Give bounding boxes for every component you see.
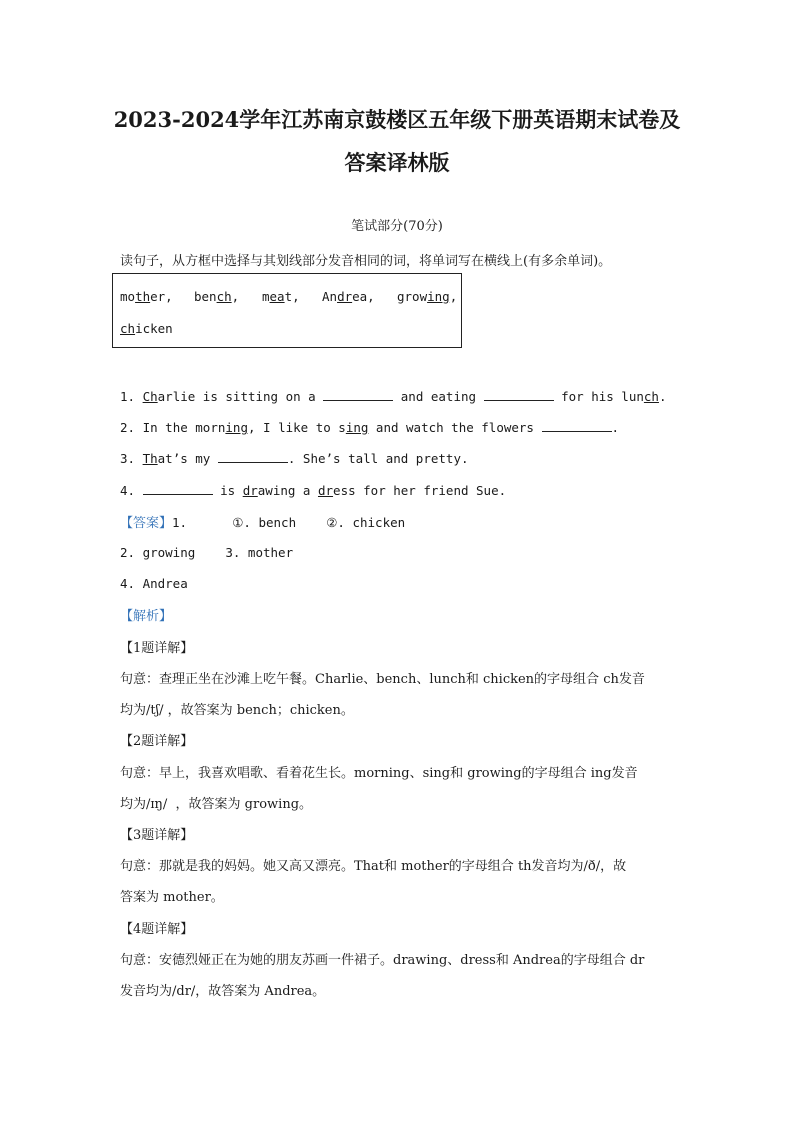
question-3: 3. That’s my . She’s tall and pretty. xyxy=(120,451,469,466)
answer-row-1 xyxy=(120,512,405,531)
detail-1-line-2: 均为/tʃ/ ，故答案为 bench；chicken。 xyxy=(120,703,354,718)
word-andrea: Andrea, xyxy=(322,289,375,304)
document-title-line2: 答案译林版 xyxy=(344,150,450,175)
instruction-text: 读句子，从方框中选择与其划线部分发音相同的词，将单词写在横线上(有多余单词)。 xyxy=(120,254,612,269)
detail-4-heading: 【4题详解】 xyxy=(120,922,194,937)
document-title-line1: 2023-2024学年江苏南京鼓楼区五年级下册英语期末试卷及 xyxy=(113,107,681,132)
detail-3-heading: 【3题详解】 xyxy=(120,828,194,843)
word-chicken: chicken xyxy=(120,321,173,336)
question-2: 2. In the morning, I like to sing and watch the flowers . xyxy=(120,420,620,435)
word-meat: meat, xyxy=(262,289,300,304)
word-box xyxy=(112,273,462,348)
detail-3-line-1: 句意：那就是我的妈妈。她又高又漂亮。That和 mother的字母组合 th发音均为/ð/，故 xyxy=(120,859,627,874)
answer-blank[interactable] xyxy=(484,390,554,401)
detail-3-line-2: 答案为 mother。 xyxy=(120,890,224,905)
answer-line-2: 2. growing 3. mother xyxy=(120,545,294,560)
answer-blank[interactable] xyxy=(542,421,612,432)
question-4: 4. is drawing a dress for her friend Sue. xyxy=(120,483,507,498)
answer-blank[interactable] xyxy=(323,390,393,401)
question-1: 1. Charlie is sitting on a and eating for his lunch. xyxy=(120,389,667,404)
analysis-label: 【解析】 xyxy=(120,609,173,624)
word-bench: bench, xyxy=(194,289,240,304)
section-header: 笔试部分(70分) xyxy=(351,219,443,234)
answer-label: 【答案】 xyxy=(120,516,173,531)
answer-line-3: 4. Andrea xyxy=(120,576,188,591)
answer-line-1: 1. ①. bench ②. chicken xyxy=(172,515,406,530)
answer-blank[interactable] xyxy=(218,452,288,463)
answer-blank[interactable] xyxy=(143,484,213,495)
detail-1-heading: 【1题详解】 xyxy=(120,641,194,656)
detail-4-line-2: 发音均为/dr/，故答案为 Andrea。 xyxy=(120,984,326,999)
detail-2-heading: 【2题详解】 xyxy=(120,734,194,749)
detail-4-line-1: 句意：安德烈娅正在为她的朋友苏画一件裙子。drawing、dress和 Andrea的字母组合 dr xyxy=(120,953,645,968)
word-mother: mother, xyxy=(120,289,173,304)
detail-1-line-1: 句意：查理正坐在沙滩上吃午餐。Charlie、bench、lunch和 chicken的字母组合 ch发音 xyxy=(120,672,645,687)
detail-2-line-2: 均为/ɪŋ/ ，故答案为 growing。 xyxy=(120,797,313,812)
word-growing: growing, xyxy=(397,289,458,304)
detail-2-line-1: 句意：早上，我喜欢唱歌、看着花生长。morning、sing和 growing的字母组合 ing发音 xyxy=(120,766,638,781)
